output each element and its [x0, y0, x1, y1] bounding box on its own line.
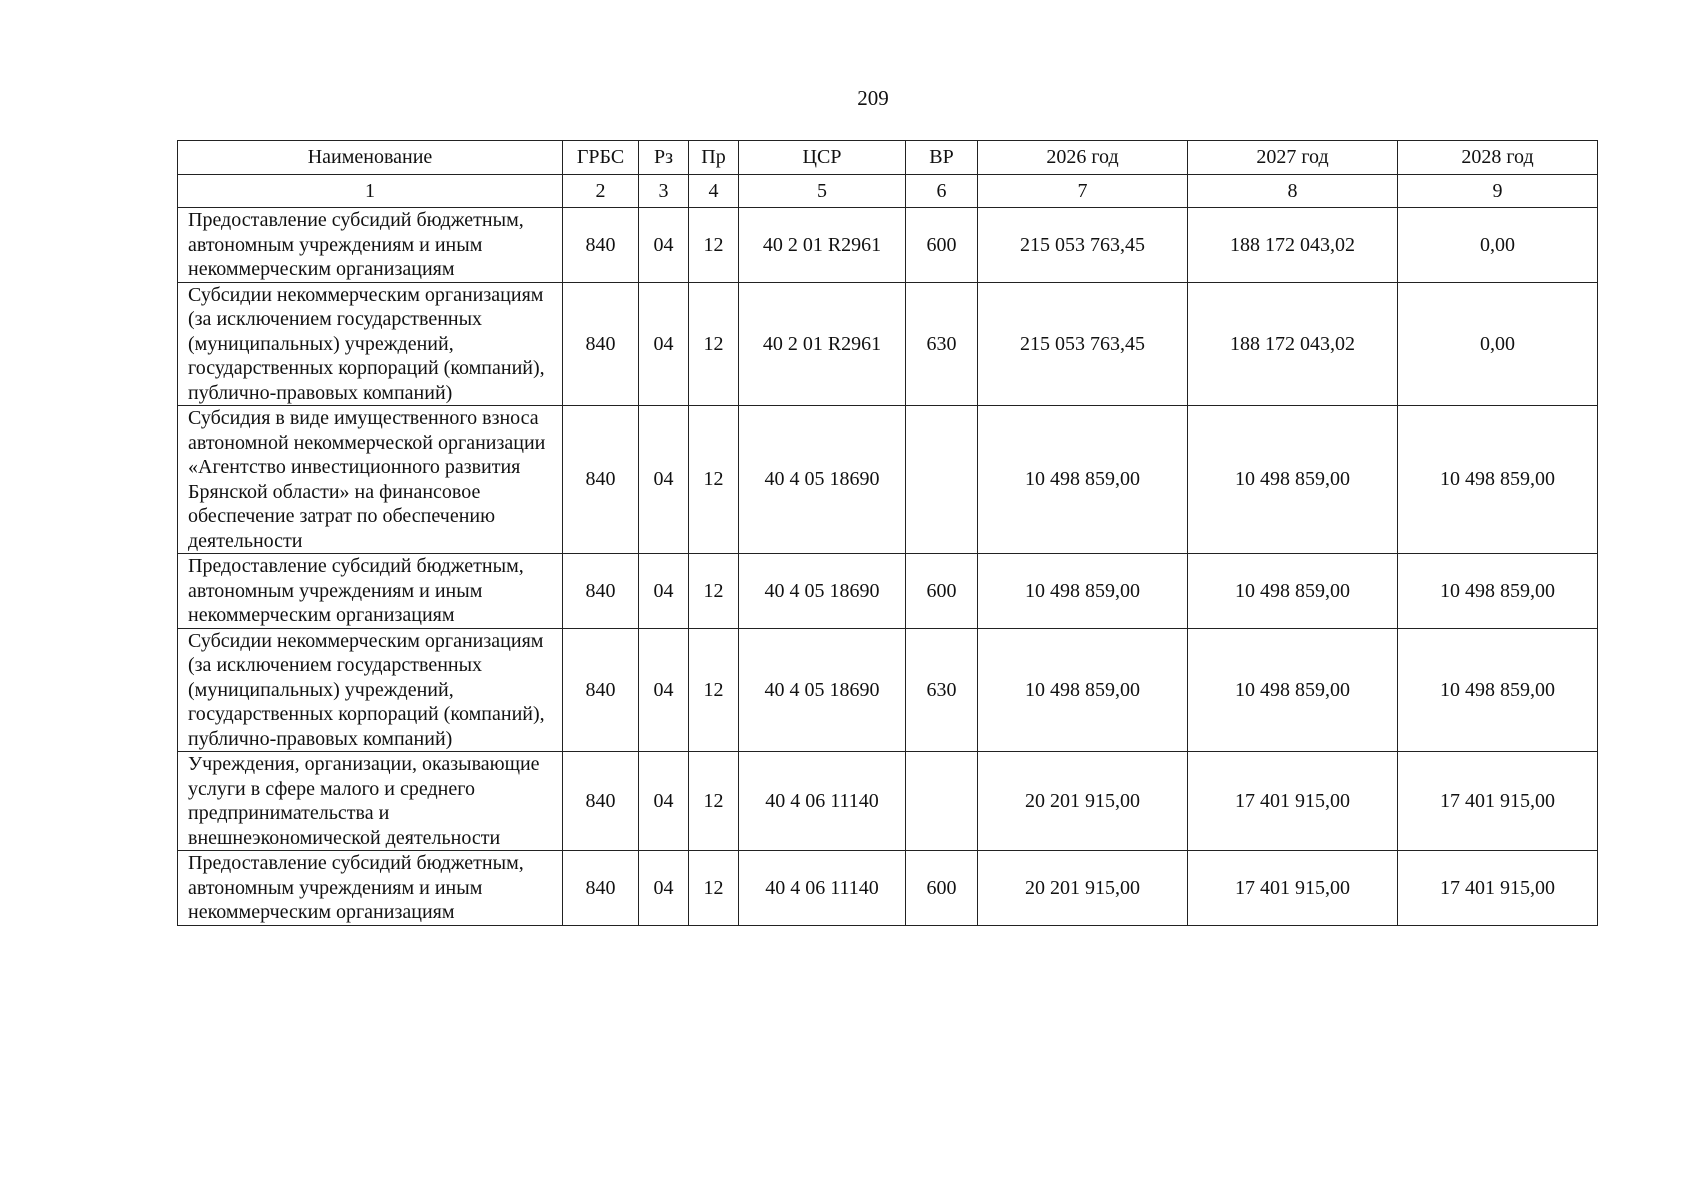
- row-name: Учреждения, организации, оказывающие услуги в сфере малого и среднего предпринимательства и внешнеэкономической деятельности: [178, 752, 563, 851]
- table-row: [178, 851, 1598, 926]
- row-name: Субсидии некоммерческим организациям (за исключением государственных (муниципальных) учреждений, государственных корпораций (компаний), публично-правовых компаний): [178, 282, 563, 406]
- row-name: Предоставление субсидий бюджетным, автономным учреждениям и иным некоммерческим организациям: [178, 851, 563, 926]
- row-vr: 630: [906, 628, 978, 752]
- table-row: [178, 752, 1598, 851]
- row-vr: 600: [906, 851, 978, 926]
- row-name: Субсидии некоммерческим организациям (за исключением государственных (муниципальных) учреждений, государственных корпораций (компаний), публично-правовых компаний): [178, 628, 563, 752]
- header-2027: 2027 год: [1188, 141, 1398, 175]
- row-csr: 40 4 05 18690: [739, 406, 906, 554]
- row-csr: 40 4 05 18690: [739, 554, 906, 629]
- row-pr: 12: [689, 406, 739, 554]
- row-2028: 10 498 859,00: [1398, 628, 1598, 752]
- row-pr: 12: [689, 752, 739, 851]
- header-name: Наименование: [178, 141, 563, 175]
- row-csr: 40 4 06 11140: [739, 752, 906, 851]
- row-2026: 10 498 859,00: [978, 406, 1188, 554]
- page-number: 209: [857, 86, 889, 110]
- table-row: [178, 554, 1598, 629]
- row-2027: 17 401 915,00: [1188, 752, 1398, 851]
- row-2027: 10 498 859,00: [1188, 406, 1398, 554]
- row-rz: 04: [639, 554, 689, 629]
- column-number: 6: [906, 175, 978, 208]
- row-pr: 12: [689, 282, 739, 406]
- header-csr: ЦСР: [739, 141, 906, 175]
- row-vr: 630: [906, 282, 978, 406]
- row-csr: 40 2 01 R2961: [739, 282, 906, 406]
- row-vr: [906, 406, 978, 554]
- row-2028: 10 498 859,00: [1398, 554, 1598, 629]
- row-grbs: 840: [563, 282, 639, 406]
- row-2026: 20 201 915,00: [978, 752, 1188, 851]
- row-name: Предоставление субсидий бюджетным, автономным учреждениям и иным некоммерческим организациям: [178, 554, 563, 629]
- header-rz: Рз: [639, 141, 689, 175]
- column-number: 2: [563, 175, 639, 208]
- row-vr: [906, 752, 978, 851]
- table-row: [178, 628, 1598, 752]
- row-pr: 12: [689, 554, 739, 629]
- row-rz: 04: [639, 282, 689, 406]
- row-2026: 215 053 763,45: [978, 282, 1188, 406]
- column-number: 8: [1188, 175, 1398, 208]
- row-2028: 17 401 915,00: [1398, 752, 1598, 851]
- row-name: Предоставление субсидий бюджетным, автономным учреждениям и иным некоммерческим организациям: [178, 208, 563, 283]
- row-pr: 12: [689, 851, 739, 926]
- header-2028: 2028 год: [1398, 141, 1598, 175]
- row-pr: 12: [689, 628, 739, 752]
- row-rz: 04: [639, 752, 689, 851]
- row-2027: 188 172 043,02: [1188, 282, 1398, 406]
- row-csr: 40 4 05 18690: [739, 628, 906, 752]
- row-rz: 04: [639, 208, 689, 283]
- row-2027: 10 498 859,00: [1188, 628, 1398, 752]
- header-pr: Пр: [689, 141, 739, 175]
- table-row: [178, 406, 1598, 554]
- row-2027: 10 498 859,00: [1188, 554, 1398, 629]
- row-csr: 40 4 06 11140: [739, 851, 906, 926]
- row-2028: 10 498 859,00: [1398, 406, 1598, 554]
- header-2026: 2026 год: [978, 141, 1188, 175]
- row-csr: 40 2 01 R2961: [739, 208, 906, 283]
- budget-table: [177, 140, 1598, 926]
- column-number: 7: [978, 175, 1188, 208]
- row-grbs: 840: [563, 628, 639, 752]
- row-2026: 10 498 859,00: [978, 554, 1188, 629]
- column-number-row: [178, 175, 1598, 208]
- column-number: 9: [1398, 175, 1598, 208]
- row-name: Субсидия в виде имущественного взноса автономной некоммерческой организации «Агентство инвестиционного развития Брянской области» на финансовое обеспечение затрат по обеспечению деятельности: [178, 406, 563, 554]
- row-grbs: 840: [563, 406, 639, 554]
- row-rz: 04: [639, 628, 689, 752]
- row-vr: 600: [906, 208, 978, 283]
- row-rz: 04: [639, 851, 689, 926]
- row-grbs: 840: [563, 554, 639, 629]
- table-row: [178, 282, 1598, 406]
- column-number: 5: [739, 175, 906, 208]
- row-2026: 10 498 859,00: [978, 628, 1188, 752]
- row-2027: 17 401 915,00: [1188, 851, 1398, 926]
- header-vr: ВР: [906, 141, 978, 175]
- row-2028: 0,00: [1398, 282, 1598, 406]
- row-2026: 20 201 915,00: [978, 851, 1188, 926]
- row-grbs: 840: [563, 752, 639, 851]
- row-pr: 12: [689, 208, 739, 283]
- column-number: 1: [178, 175, 563, 208]
- row-vr: 600: [906, 554, 978, 629]
- column-number: 4: [689, 175, 739, 208]
- row-2027: 188 172 043,02: [1188, 208, 1398, 283]
- row-2026: 215 053 763,45: [978, 208, 1188, 283]
- header-grbs: ГРБС: [563, 141, 639, 175]
- header-row: [178, 141, 1598, 175]
- row-2028: 0,00: [1398, 208, 1598, 283]
- row-rz: 04: [639, 406, 689, 554]
- column-number: 3: [639, 175, 689, 208]
- row-2028: 17 401 915,00: [1398, 851, 1598, 926]
- row-grbs: 840: [563, 208, 639, 283]
- table-row: [178, 208, 1598, 283]
- row-grbs: 840: [563, 851, 639, 926]
